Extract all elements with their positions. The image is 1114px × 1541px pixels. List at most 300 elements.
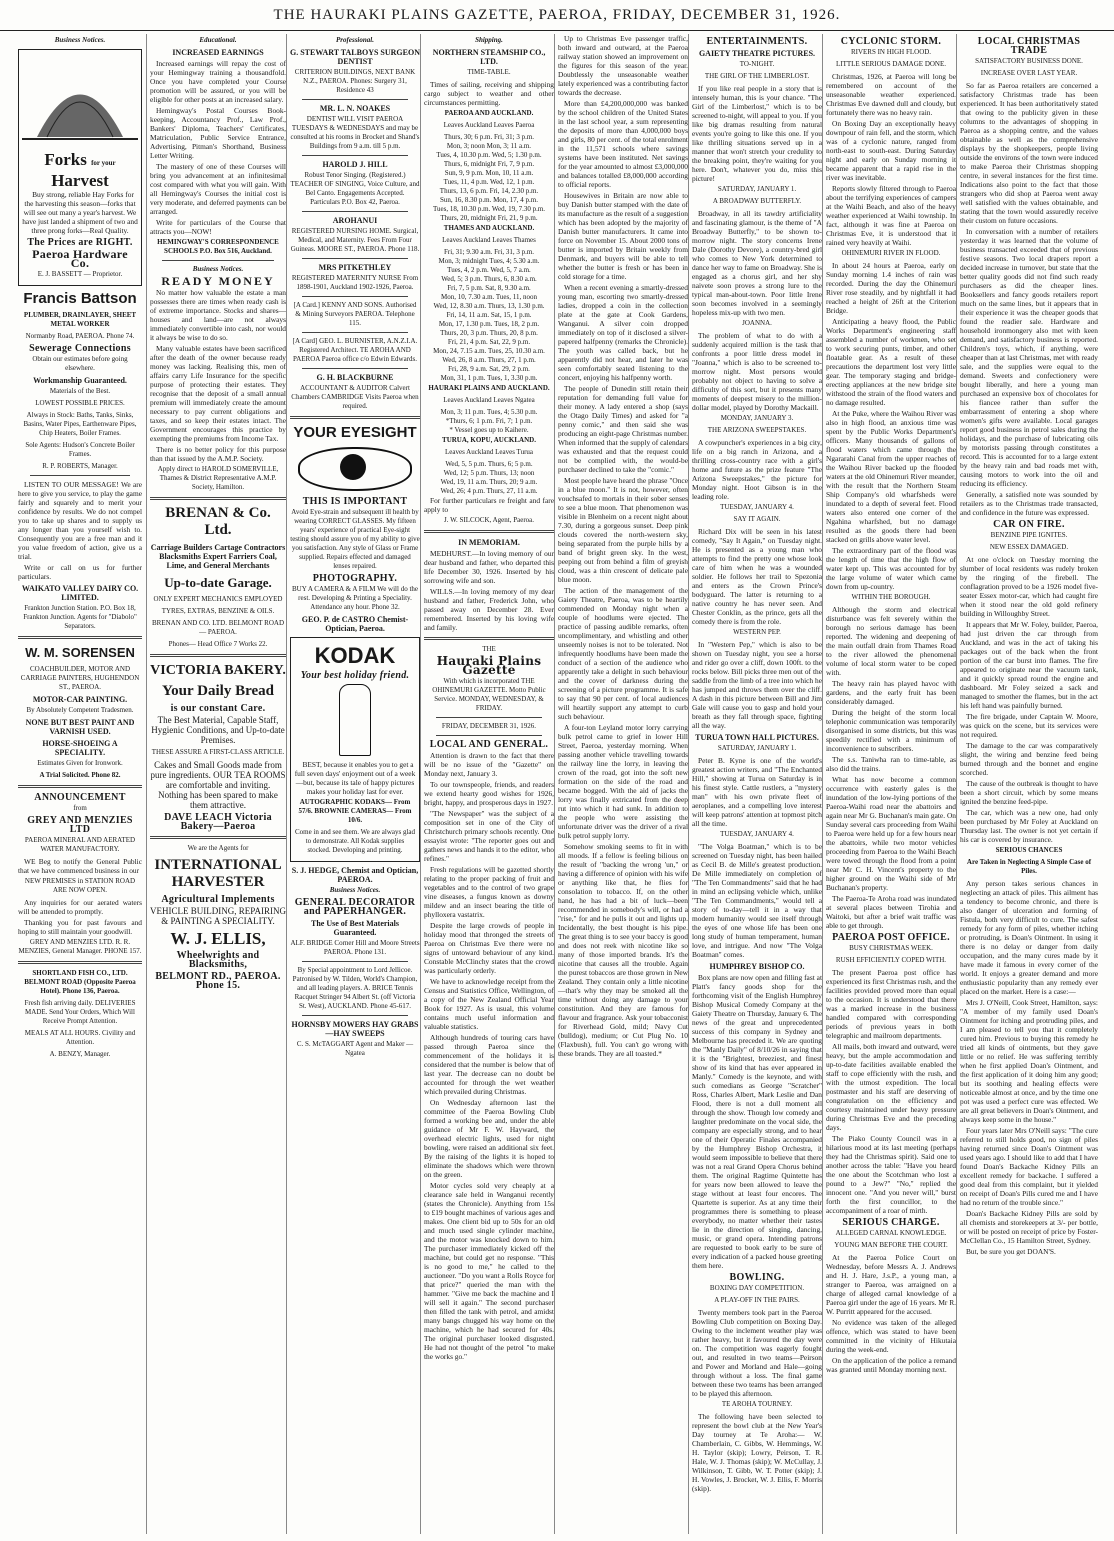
- schedule-row: Fri, 14, 11 a.m. Sat, 15, 1 p.m.: [446, 311, 532, 319]
- column-5: [554, 34, 688, 1534]
- little-head: LITTLE SERIOUS DAMAGE DONE.: [835, 60, 947, 68]
- gm-sign: GREY AND MENZIES LTD. R. R. MENZIES, General Manager. PHONE 157.: [18, 938, 142, 955]
- divider: [150, 836, 286, 839]
- column-1: [18, 34, 142, 1534]
- medhurst-notice: MEDHURST.—In loving memory of our dear husband and father, who departed this life December 30, 1926. Inserted by his sorrowing wife and son.: [424, 549, 554, 585]
- schedule-row: Sun, 9, 9 p.m. Mon, 10, 11 a.m.: [444, 169, 534, 177]
- arizona-head: THE ARIZONA SWEEPSTAKES.: [707, 426, 807, 434]
- ellis-name: W. J. ELLIS,: [170, 929, 266, 948]
- prices-line: The Prices are RIGHT.: [27, 237, 133, 248]
- ta-head: THAMES AND AUCKLAND.: [443, 224, 535, 232]
- rivers-head: RIVERS IN HIGH FLOOD.: [850, 48, 932, 56]
- col8-p4: At one o'clock on Tuesday morning the slumber of local residents was rudely broken by the ringing of the firebell. The conflagration proved to be a 1926 model five-seater Essex motor-car, which had caught fire when it stood near the old gold refinery building in Willoughby Street.: [960, 555, 1098, 618]
- chances-head: SERIOUS CHANCES: [995, 846, 1063, 854]
- joanna-head: JOANNA.: [742, 319, 772, 327]
- schedule-row: Mon, 3; midnight Tues, 4; 5.30 a.m.: [438, 257, 540, 265]
- daily-head: Your Daily Bread: [162, 683, 274, 699]
- kodak-body: BEST, because it enables you to get a full seven days' enjoyment out of a week—but, because its tale of happy pictures makes your holiday last for ever.: [294, 760, 416, 796]
- column-6: [688, 34, 822, 1534]
- timetable-body: Times of sailing, receiving and shipping cargo subject to weather and other circumstances permitting.: [424, 80, 554, 107]
- schedule-row: Wed, 12, 8.30 a.m. Thurs, 13, 1.30 p.m.: [433, 302, 545, 310]
- schedule-row: Wed, 26, 8 a.m. Thurs, 27, 1 p.m.: [442, 356, 536, 364]
- timetable-head: TIME-TABLE.: [467, 68, 511, 76]
- limberlost-body: If you like real people in a story that is intensely human, this is your chance. "The Girl of the Limberlost," which is to be screened to-night, will appeal to you. If you like big dramas resulting from natural events you're going to like this one. If you like thrilling situations served up in a manner that won't stretch your credulity to the breaking point, they're waiting for you here. Don't, whatever you do, miss this picture!: [692, 84, 822, 183]
- kodak-sub: Your best holiday friend.: [300, 670, 410, 681]
- col8-p3: Generally, a satisfied note was sounded by retailers as to the Christmas trade transacted, and confidence in the future was expressed.: [960, 490, 1098, 517]
- courses-text: Hemingway's Postal Courses Book-keeping, Accountancy Prof., Law Prof., Bankers' Diploma, Teachers' Certificates, Matriculation, Public Service Entrance, Advertising, Pitman's Shorthand, Business Letter Writing.: [150, 106, 286, 160]
- schedule-row: Mon, 3; noon Mon, 3; 11 a.m.: [446, 142, 532, 150]
- divider: [18, 636, 142, 639]
- ellis-addr: BELMONT RD., PAEROA. Phone 15.: [155, 971, 281, 991]
- earnings-head: INCREASED EARNINGS: [172, 48, 264, 57]
- divider: [436, 735, 542, 736]
- mctaggart-line: C. S. McTAGGART Agent and Maker — Ngatea: [296, 1040, 414, 1057]
- col7-p2: On Boxing Day an exceptionally heavy downpour of rain fell, and the storm, which was of a cyclonic nature, ranged from north-east to south-east. During Saturday night and early on Sunday morning it became apparent that a rapid rise in the river was inevitable.: [826, 119, 956, 182]
- butterfly-head: A BROADWAY BUTTERFLY.: [712, 197, 802, 205]
- col7-p9: The heavy rain has played havoc with gardens, and the early fruit has been considerably damaged.: [826, 679, 956, 706]
- section-label: Educational.: [199, 36, 237, 44]
- turua-body: Peter B. Kyne is one of the world's greatest action writers, and "The Enchanted Hill," showing at Turua on Saturday is in his finest style. Cattle rustlers, a "mystery man" with his own private fleet of aeroplanes, and a compelling love interest will keep patrons' attention at topmost pitch all the time.: [692, 756, 822, 828]
- col8-p9: The car, which was a new one, had only been purchased by Mr Foley at Auckland on Thursday last. The owner is not yet certain if his car is covered by insurance.: [960, 808, 1098, 844]
- intl-harvester: INTERNATIONAL HARVESTER: [154, 857, 282, 890]
- sewerage-head: Sewerage Connections: [29, 343, 131, 354]
- thanking-text: Thanking you for past favours and hoping to still maintain your goodwill.: [18, 918, 142, 936]
- pitkethley-body: REGISTERED MATERNITY NURSE From 1898-1901, Auckland 1902-1926, Paeroa.: [291, 274, 419, 291]
- butterfly-body: Broadway, in all its tawdry artificiality and fascinating glamour, is the theme of "A Broadway Butterfly," to be shown to-morrow night. The story concerns Irene Dale (Dorothy Devore), a country-bred girl who comes to New York determined to dance her way to fame on Broadway. She is engaged as a chorus girl, and her shy naivete soon proves a strong lure to the typical man-about-town. Poor little Irene soon becomes involved in a seemingly hopeless mix-up with two men.: [692, 209, 822, 317]
- col5-p1: Up to Christmas Eve passenger traffic, both inward and outward, at the Paeroa railway station showed an improvement on the figures for this season of the year. Doubtlessly the unseasonable weather lately experienced was a contributing factor towards the decrease.: [558, 34, 688, 97]
- col7-p12: What has now become a common occurrence with easterly gales is the inundation of the low-lying portions of the Paeroa-Waihi road near the abattoirs and again near Mr G. Buchanan's main gate. On Sunday several cars proceeding from Waihi to Paeroa were held up for a few hours near the abattoirs, while two motor vehicles proceeding from Paeroa to the Waihi Beach were towed through the flood from a point near Mr C. H. Vincent's property to the higher ground on the Waihi side of Mr Buchanan's property.: [826, 775, 956, 892]
- saturday-line: SATURDAY, JANUARY 1.: [717, 185, 797, 193]
- bridge-line: ALF. BRIDGE Corner Hill and Moore Streets PAEROA. Phone 131.: [290, 939, 420, 956]
- col7-p1: Christmas, 1926, at Paeroa will long be remembered on account of the unseasonable weather experienced. Christmas Eve dawned dull and cloudy, but fortunately there was no heavy rain.: [826, 72, 956, 117]
- agents-line: Sole Agents: Hudson's Concrete Boiler Frames.: [25, 441, 135, 458]
- motorcar-head: MOTOR-CAR PAINTING.: [32, 695, 128, 704]
- ready-body: No matter how valuable the estate a man possesses there are times when ready cash is of extreme importance. Stocks and shares—houses and land—are not always immediately convertible into cash, nor would it always be wise to do so.: [150, 288, 286, 342]
- write-text: Write for particulars of the Course that attracts you—NOW!: [150, 218, 286, 236]
- column-2: [146, 34, 286, 1534]
- col7-p11: The s.s. Taniwha ran to time-table, as also did the trains.: [826, 755, 956, 773]
- gazette-title: Hauraki Plains Gazette: [436, 654, 542, 677]
- local-p6: We have to acknowledge receipt from the Census and Statistics Office, Wellington, of a copy of the New Zealand Official Year Book for 1927. As is usual, this volume contains much useful information and valuable statistics.: [424, 977, 554, 1031]
- col8-p10: Any person takes serious chances in neglecting an attack of piles. This ailment has a tendency to become chronic, and there is also danger of ulceration and forming of Fistula, both very difficult to cure. The safest remedy for any form of piles, whether itching or protruding, is Doan's Ointment. In using it there is no delay or danger from daily occupation, and the many cures made by it have made it famous in every corner of the world. It enjoys a greater demand and more enthusiastic popularity than any remedy ever placed on the market. Here is a case:—: [960, 879, 1098, 996]
- schedule-row: Wed, 5; 3 p.m. Thurs, 6, 8.30 a.m.: [441, 275, 537, 283]
- local-p8: On Wednesday afternoon last the committee of the Paeroa Bowling Club formed a working bee and, under the able guidance of Mr F. W. Hayward, the overhead electric lights, used for night bowling, were raised an additional six feet. By the raising of the lights it is hoped to eliminate the shadows which were thrown on the green.: [424, 1098, 554, 1179]
- divider: [290, 416, 420, 419]
- trial-line: A Trial Solicited. Phone 82.: [39, 771, 121, 779]
- section-label: Business Notices.: [192, 265, 244, 273]
- new-essex-head: NEW ESSEX DAMAGED.: [989, 543, 1069, 551]
- local-p4: Fresh regulations will be gazetted shortly relating to the proper packing of fruit and vegetables and to the control of two grape vine diseases, a fungus known as downy mildew and an insect bearing the title of phylloxera vastatrix.: [424, 865, 554, 919]
- busy-head: BUSY CHRISTMAS WEEK.: [849, 944, 933, 952]
- col8-p6: The fire brigade, under Captain W. Moore, was quick on the scene, but its services were not required.: [960, 712, 1098, 739]
- te-aroha-head: TE AROHA TOURNEY.: [721, 1400, 793, 1408]
- materials-head: The Use of Best Materials Guaranteed.: [311, 919, 399, 937]
- col7-p16: The Piako County Council was in a hilarious mood at its last meeting (perhaps they had the Christmas spirit). Said one to another across the table: "Have you heard the one about the Scotchman who lost a pound to a Jew?" "No," replied the innocent one. "And you never will," burst forth the first councillor, to the accompaniment of a roar of mirth.: [826, 1134, 956, 1215]
- schedule-row: Fri, 7, 5 p.m. Sat, 8, 9.30 a.m.: [447, 284, 531, 292]
- young-man-head: YOUNG MAN BEFORE THE COURT.: [834, 1241, 948, 1249]
- western-body: In "Western Pep," which is also to be shown on Tuesday night, you see a horse and rider go over a cliff, down 100ft. to the rocks below. Bill picks three men out of the saddle from the limb of a tree into which he has jumped and throws them over the cliff. A dash in this picture between Bill and Jim Gale will cause you to gasp and hold your breath as they fall through space, fighting all the way.: [692, 640, 822, 730]
- humphrey-body: Box plans are now open and filling fast at Platt's fancy goods shop for the forthcoming visit of the English Humphrey Bishop Musical Comedy Company at the Gaiety Theatre on Thursday, January 6. The news of the great and unprecedented success of this company in Sydney and Melbourne has preceded it. We are quoting the "Manly Daily" of 8/10/26 in saying that it is the "Brightest, breeziest, and finest show of its kind that has ever appeared in Manly." Comedy is the keynote, and with such comedians as George "Scratcher" Ross, Charles Albert, Mark Leslie and Dan Flood, there is not a dull moment all through the show. Though low comedy and laughter predominate on the vocal side, the company are especially strong, and to hear one of their Operatic Finales accompanied by the Humphrey Bishop Orchestra, it would seem impossible to believe that there was not a real Grand Opera Chorus behind them. The original Ragtime Quintette has for years now been allowed to leave the stage without at least four encores. The Quartette is superior. As at any time their programmes there is something to please everybody, no matter whether their tastes lie in the direction of singing, dancing, music, or grand opera. Intending patrons are requested to book early to be sure of every indication of a packed house greeting them here.: [692, 973, 822, 1270]
- bowling-head: BOWLING.: [729, 1272, 785, 1283]
- castro-name: GEO. P. de CASTRO Chemist-Optician, Paeroa.: [301, 615, 409, 633]
- arizona-body: A cowpuncher's experiences in a big city, life on a big ranch in Arizona, and a thrilling cross-country race with a girl's home and future as the prize feature "The Arizona Sweepstakes," the picture for Monday night. Hoot Gibson is in the leading role.: [692, 438, 822, 501]
- col5-p9: Somehow smoking seems to fit in with all moods. If a fellow is feeling bilious on the result of "backing the wrong 'un," or having a difference of opinion with his wife or anything like that, he flies for consolation to tobacco. If, on the other hand, he has had a bit of luck—been recommended in somebody's will, or had a "rise," for and he pulls it out and lights up. Incidentally, the best thought is his pipe. The great thing is to see your baccy is good and does not reek with nicotine like so many of those imported brands. It's the nicotine that causes all the trouble. Again the purest tobaccos are those grown in New Zealand. They contain only a little nicotine—that's why they may be smoked all the time without doing any damage to your constitution. And they are famous for flavour and fragrance. Ask your tobacconist for Riverhead Gold, mild; Navy Cut (bulldog), medium; or Cut Plug No. 10 (Flaxbush), full. You can't go wrong with these brands. They are all toasted.*: [558, 842, 688, 1058]
- announcement-head: ANNOUNCEMENT: [34, 792, 126, 803]
- mastery-text: The mastery of one of these Courses will bring you advancement at an infinitesimal cost compared with what you will gain. With all Hemingway's Courses the initial cost is very moderate, and deferred payments can be arranged.: [150, 162, 286, 216]
- col5-p2: More than £4,200,000,000 was banked by the school children of the United States in the last school year, a sum representing the deposits of more than 4,000,000 boys and girls, 80 per cent. of the total enrolment in the 11,571 schools where savings systems have been instituted. Net savings for the year amounted to almost £3,000,000 and balances totalled £8,000,000 according to official reports.: [558, 99, 688, 189]
- listen-text: LISTEN TO OUR MESSAGE! We are here to give you service, to play the game fairly and squarely and to merit your confidence by results. We do not compel you to take up shares and to supply us any longer than you yourself wish to. Consequently you are a free man and it you value freedom of action, give us a trial.: [18, 480, 142, 561]
- turua-head: TURUA TOWN HALL PICTURES.: [695, 733, 819, 742]
- divider: [302, 155, 408, 156]
- battson-trade: PLUMBER, DRAINLAYER, SHEET METAL WORKER: [23, 311, 137, 328]
- the-label: THE: [482, 645, 496, 653]
- col5-p5: The people of Dunedin still retain their reputation for demanding full value for their money. A lady entered a shop (says the Otago Daily Times) and asked for "a penny comic," and then said she was producing an eight-page Christmas number. When informed that the supply of calendars was exhausted and that the request could not be complied with, the would-be purchaser declined to take the "comic.": [558, 384, 688, 474]
- eye-icon: [298, 447, 412, 491]
- divider: [302, 296, 408, 297]
- ta-cols: Leaves Auckland Leaves Thames: [442, 236, 536, 244]
- col7-p4: In about 24 hours at Paeroa, early on Sunday morning 1.4 inches of rain was recorded. During the day the Ohinemuri River rose steadily, and by nightfall it had reached a height of 26ft at the Criterion Bridge.: [826, 261, 956, 315]
- horse-line: HORSE-SHOEING A SPECIALITY.: [42, 739, 118, 757]
- schedule-row: Thurs, 20, 3 p.m. Thurs, 20, 8 p.m.: [440, 329, 538, 337]
- column-4: [420, 34, 554, 1534]
- col7-p6: At the Puke, where the Waihou River was also in high flood, an anxious time was spent by the Public Works Department's officers. Many thousands of gallons of flood waters which came through the Ngararahi Canal from the upper reaches of the Waihou River backed up the flooded waters at the old Ohinemuri River meander, with the result that the Northern Steam Ship Company's old wharfsheds were inundated to a depth of several feet. Flood waters also entered one corner of the Ngahina wharfshed, but no damage resulted as the goods there had been stacked on grills above water level.: [826, 409, 956, 544]
- say-again-head: SAY IT AGAIN.: [733, 515, 781, 523]
- write-text: Write or call on us for further particulars.: [18, 563, 142, 581]
- gaiety-head: GAIETY THEATRE PICTURES.: [698, 49, 816, 58]
- meals-line: MEALS AT ALL HOURS. Civility and Attention.: [24, 1029, 136, 1046]
- schedule-row: Tues, 11, 4 p.m. Wed, 12, 1 p.m.: [443, 178, 535, 186]
- photo-body: BUY A CAMERA & A FILM We will do the rest. Developing & Printing a Speciality. Attendance any hour. Phone 32.: [291, 585, 419, 611]
- tuesday-line: TUESDAY, JANUARY 4.: [720, 503, 794, 511]
- none-but-line: NONE BUT BEST PAINT AND VARNISH USED.: [25, 718, 135, 736]
- limberlost-head: THE GIRL OF THE LIMBERLOST.: [704, 72, 810, 80]
- tonight-line: TO-NIGHT.: [739, 60, 775, 68]
- divider: [302, 368, 408, 369]
- hardware-name: Paeroa Hardware Co.: [32, 247, 128, 270]
- schedule-row: Sun, 16, 8.30 p.m. Mon, 17, 4 p.m.: [439, 196, 538, 204]
- local-p3: "The Newspaper" was the subject of a composition set in one of the City of Christchurch primary schools recently. One essayist wrote: "The reporter goes out and gathers news and hands it to the editor, who refines.": [424, 809, 554, 863]
- forks-ad: [18, 49, 142, 286]
- gazette-date: FRIDAY, DECEMBER 31, 1926.: [441, 722, 537, 730]
- haystack-icon: [22, 57, 138, 147]
- hp-cols: Leaves Auckland Leaves Ngatea: [443, 396, 535, 404]
- col5-p6: Most people have heard the phrase "Once in a blue moon." It is not, however, often vouchsafed to mortals in their sober senses to see a blue moon. That phenomenon was visible in Blenheim on a recent night about 7.30, during a gorgeous sunset. Deep pink clouds covered the north-western sky, being separated from the purple hills by a band of bright green sky. In the west, peeping out from behind a film of greyish cloud, was a thin crescent of delicate pale blue moon.: [558, 476, 688, 584]
- entertainments-head: ENTERTAINMENTS.: [706, 36, 808, 47]
- col8-p14: But, be sure you get DOAN'S.: [966, 1247, 1056, 1256]
- col7-p8: Although the storm and electrical disturbance was felt severely within the borough no serious damage has been reported. The widening and deepening of the main outfall drain from Thames Road to the river allowed the phenomenal volume of local storm water to be coped with.: [826, 605, 956, 677]
- manager-line: R. P. ROBERTS, Manager.: [42, 462, 118, 470]
- col8-p1: So far as Paeroa retailers are concerned a satisfactory Christmas trade has been experienced. It has been authoritatively stated that owing to the publicity given in these columns to the advantages of shopping in Paeroa as a shopping centre, and the values obtainable as well as the comprehensive displays by the shopkeepers, people living outside the environs of the town were induced to make Paeroa their Christmas shopping centre, in several instances for the first time. Indications also point to the fact that those strangers who did shop at Paeroa went away well satisfied with the values obtainable, and stating that the town would assuredly receive their custom on future occasions.: [960, 81, 1098, 225]
- col7-p7: The extraordinary part of the flood was the length of time that the high flow of water kept up. This was accounted for by the large volume of water which came down from up-country.: [826, 546, 956, 591]
- photo-head: PHOTOGRAPHY.: [312, 573, 398, 584]
- from-line: from: [73, 804, 87, 812]
- alleged-head: ALLEGED CARNAL KNOWLEDGE.: [835, 1229, 947, 1237]
- blackburne-name: G. H. BLACKBURNE: [316, 373, 394, 382]
- schedule-row: Tues, 4, 10.30 p.m. Wed, 5; 1.30 p.m.: [436, 151, 542, 159]
- hp-schedule: [424, 408, 554, 435]
- schedule-row: Wed, 5, 5 p.m. Thurs, 6; 5 p.m.: [445, 460, 533, 468]
- col8-p2: In conversation with a number of retailers yesterday it was learned that the volume of business transacted exceeded that of previous festive seasons. Two local drapers report a decided increase in turnover, but state that the better quality goods did not find such ready purchasers as did the cheaper lines. Booksellers and fancy goods retailers report much on the same lines, but it appears that in their experience it was the cheaper goods that found the readier sale. Hardware and household ironmongery also met with keen demand, and satisfactory business is reported. Children's toys, which, if anything, were cheaper than at last Christmas, met with ready sale, and the supplies were equal to the demand. Sweets and confectionery were bought liberally, and here a young man purchased an expensive box of chocolates for his fiancee rather than suffer the embarrassment of entering a shop where women's gifts were available. Local garages report good business in petrol sales during the holidays, and the purchase of lubricating oils by motorists passing through constitutes a record. This is accounted for to a large extent by the heavy rain and bad roads met with, causing motors to work into the oil and reducing its efficiency.: [960, 227, 1098, 488]
- tu-head: TURUA, KOPU, AUCKLAND.: [442, 436, 536, 444]
- local-head: LOCAL AND GENERAL.: [429, 739, 549, 750]
- northern-head: NORTHERN STEAMSHIP CO., LTD.: [432, 48, 546, 66]
- divider: [424, 637, 554, 640]
- divider: [18, 961, 142, 964]
- mineral-line: PAEROA MINERAL AND AERATED WATER MANUFACTORY.: [24, 836, 136, 853]
- battson-name: Francis Battson: [23, 290, 137, 307]
- come-in-line: Come in and see them. We are always glad to demonstrate. All Kodak supplies stocked. Developing and printing.: [294, 828, 416, 854]
- local-p5: Despite the large crowds of people in holiday mood that thronged the streets of Paeroa on Christmas Eve there were no signs of untoward behaviour of any kind. Constable McClinchy states that the crowd was particularly orderly.: [424, 921, 554, 975]
- divider: [302, 332, 408, 333]
- important-head: THIS IS IMPORTANT: [302, 496, 408, 507]
- schedule-row: Mon, 31, 1 p.m. Tues, 1, 3.30 p.m.: [440, 374, 538, 382]
- humphrey-head: HUMPHREY BISHOP CO.: [709, 962, 805, 971]
- waikato-name: WAIKATO VALLEY DAIRY CO. LIMITED.: [21, 584, 139, 602]
- important-body: Avoid Eye-strain and subsequent ill health by wearing CORRECT GLASSES. My fifteen years' experience of practical Eye-sight testing should assure you of my ability to give you satisfaction. Any style of Glass or Frame supplied. Repairs effected and damaged lenses repaired.: [290, 508, 420, 570]
- pa-head: PAEROA AND AUCKLAND.: [444, 109, 534, 117]
- phones-line: Phones— Head Office 7 Works 22.: [168, 640, 268, 648]
- turua-date: SATURDAY, JANUARY 1.: [717, 744, 797, 752]
- schedule-row: Fri, 21, 4 p.m. Sat, 22, 9 p.m.: [447, 338, 531, 346]
- schedule-row: Thurs, 20, midnight Fri, 21, 9 p.m.: [440, 214, 538, 222]
- divider: [150, 497, 286, 500]
- forks-harvest: Harvest: [51, 171, 109, 190]
- pa-cols: Leaves Auckland Leaves Paeroa: [443, 121, 535, 129]
- agents-for: We are the Agents for: [187, 844, 249, 852]
- garage-head: Up-to-date Garage.: [164, 575, 272, 590]
- section-label: Shipping.: [475, 36, 503, 44]
- harvest-illustration: [22, 57, 138, 147]
- rush-head: RUSH EFFICIENTLY COPED WITH.: [835, 956, 947, 964]
- say-again-body: Richard Dix will be seen in his latest comedy, "Say It Again," on Tuesday night. He is presented as a young man who attempts to find the pretty one whose look care of him when he was a wounded soldier. He follows her trail to Spezonia and enters as the Crown Prince's bodyguard. The latter is returning to a native country he has never seen. And Chester Conklin, as the prince, gets all the comedy there is from the role.: [692, 527, 822, 626]
- grey-menzies-name: GREY AND MENZIES LTD: [27, 815, 133, 835]
- schedule-row: Thurs, 30; 6 p.m. Fri, 31; 3 p.m.: [443, 133, 535, 141]
- col8-p12: Four years later Mrs O'Neill says: "The cure referred to still holds good, no sign of piles having returned since Doan's Ointment was used years ago. I should like to add that I have found Doan's Backache Kidney Pills an excellent remedy for backache. I suffered a good deal from this complaint, but it yielded on receipt of Doan's Pills cured me and I have had no return of the trouble since.": [960, 1126, 1098, 1207]
- col8-p8: The cause of the outbreak is thought to have been a short circuit, which by some means ignited the benzine feed-pipe.: [960, 779, 1098, 806]
- divider: [302, 211, 408, 212]
- benzine-head: BENZINE PIPE IGNITES.: [990, 531, 1068, 539]
- fish-head: SHORTLAND FISH CO., LTD. BELMONT ROAD (Opposite Paeroa Hotel). Phone 136, Paeroa.: [24, 969, 136, 995]
- col8-p7: The damage to the car was comparatively slight, the wiring and benzine feed being burned through and the bonnet and engine scorched.: [960, 741, 1098, 777]
- trade-head: LOCAL CHRISTMAS TRADE: [977, 36, 1081, 56]
- serious-head: SERIOUS CHARGE.: [842, 1217, 940, 1228]
- benzy-line: A. BENZY, Manager.: [49, 1050, 111, 1058]
- hemingway-name: HEMINGWAY'S CORRESPONDENCE SCHOOLS P.O. Box 516, Auckland.: [157, 238, 279, 255]
- divider: [424, 530, 554, 533]
- col8-p11: Mrs J. O'Neill, Cook Street, Hamilton, says: "A member of my family used Doan's Ointment for itching and protruding piles, and I am pleased to tell you that it completely cured him. Previous to buying this remedy he tried all kinds of ointments, but they gave little or no relief. He was suffering terribly when he first applied Doan's Ointment, and the first application of it doing him any good; but its soothing and healing effects were noticeable almost at once, and by the time one pot was used a perfect cure was effected. We are all great believers in Doan's Ointment, and always keep some in the house.": [960, 998, 1098, 1124]
- hornsby-head: HORNSBY MOWERS HAY GRABS—HAY SWEEPS: [291, 1020, 419, 1038]
- blackburne-body: ACCOUNTANT & AUDITOR Calvert Chambers CAMBRIDGE Visits Paeroa when required.: [291, 384, 419, 410]
- forks-title: Forks: [44, 150, 87, 169]
- section-label: Professional.: [336, 36, 374, 44]
- gazette-sub: With which is incorporated THE OHINEMURI GAZETTE. Motto Public Service. MONDAY, WEDNESDAY, & FRIDAY.: [432, 677, 546, 712]
- divider: [150, 654, 286, 657]
- leach-name: DAVE LEACH Victoria Bakery—Paeroa: [164, 812, 272, 832]
- figure-icon: [339, 684, 371, 756]
- satisfactory-head: SATISFACTORY BUSINESS DONE.: [975, 57, 1083, 65]
- schedule-row: Tues, 18, 10.30 p.m. Wed, 19, 7.30 p.m.: [432, 205, 546, 213]
- autographic-line: AUTOGRAPHIC KODAKS— From 57/6. BROWNIE CAMERAS— From 10/6.: [298, 798, 412, 824]
- within-head: WITHIN THE BOROUGH.: [851, 593, 931, 601]
- kenny-card: [A Card.] KENNY AND SONS. Authorised & Mining Surveyors PAEROA. Telephone 115.: [293, 301, 417, 327]
- ready-body-3: There is no better policy for this purpose than that issued by the A.M.P. Society.: [150, 445, 286, 463]
- col5-p4: When a recent evening a smartly-dressed young man, escorting two smartly-dressed ladies, dropped a coin in the collection plate at the gate at Cook Gardens, Wanganui. A silver coin dropped immediately on top of it disclosed a silver-papered halfpenny (remarks the Chronicle). The youth was called back, but he apparently did not hear, and later he was seen comfortably seated listening to the concert, enjoying his halfpenny worth.: [558, 283, 688, 382]
- inquiries-text: Any inquiries for our aerated waters will be attended to promptly.: [18, 898, 142, 916]
- ready-money-head: READY MONEY: [161, 274, 275, 288]
- divider: [302, 99, 408, 100]
- ta-schedule: [424, 248, 554, 383]
- section-label: Business Notices.: [54, 36, 106, 44]
- schedule-row: Mon, 17, 1.30 p.m. Tues, 18, 2 p.m.: [438, 320, 540, 328]
- forks-body: Buy strong, reliable Hay Forks for the harvesting this season—forks that will see out many a year's harvest. We have just landed a shipment of two and three prong forks—Real Quality.: [22, 190, 138, 235]
- victoria-name: VICTORIA BAKERY.: [150, 663, 286, 678]
- col8-p5: It appears that Mr W. Foley, builder, Paeroa, had just driven the car through from Auckland, and was in the act of taking his packages out of the back when the front portion of the car burst into flames. The fire appeared to originate near the vacuum tank, and it quickly spread round the engine and dashboard. Mr Foley seized a sack and managed to smother the flames, but in the act his left hand was painfully burned.: [960, 620, 1098, 710]
- hp-head: HAURAKI PLAINS AND AUCKLAND.: [428, 384, 550, 392]
- piles-head: Are Taken in Neglecting A Simple Case of Piles.: [966, 858, 1092, 875]
- boxing-day-head: BOXING DAY COMPETITION.: [709, 1284, 805, 1292]
- hedge-name: S. J. HEDGE, Chemist and Optician, PAEROA.: [291, 866, 419, 884]
- schedule-row: Thurs, 6, midnight Fri, 7, 9 p.m.: [443, 160, 535, 168]
- earnings-body: Increased earnings will repay the cost of your Hemingway training a thousandfold. Once you have completed your Course promotion will be assured, or you will be eligible for other posts at an increased salary.: [150, 59, 286, 104]
- local-p9: Motor cycles sold very cheaply at a clearance sale held in Wanganui recently (states the Chronicle). Anything from 15s to £19 bought machines of various ages and makes. One client bid up to 50s for an old and much used single cylinder machine, and the motor was knocked down to him. The purchaser immediately kicked off the machine, but could get no response. "This is no good to me," he called to the auctioneer. "Do you want a Rolls Royce for that price?" queried the man with the hammer. "Give me back the machine and I will sell it again." The second purchaser then filled the tank with petrol, and amidst many bangs chugged his way home on the machine, which he had secured for 40s. The original purchaser looked disgusted. He had not thought of the petrol "to make the works go.": [424, 1181, 554, 1361]
- talboys-name: G. STEWART TALBOYS SURGEON DENTIST: [290, 48, 420, 66]
- pairs-body: Twenty members took part in the Paeroa Bowling Club competition on Boxing Day. Owing to the inclement weather play was rather heavy, but it favoured the day were on. The competition was eagerly fought out, and resulted in two teams—Peirson and Power and Morland and Hale—going through without a loss. The final game between these two teams has been arranged to be played this afternoon.: [692, 1308, 822, 1398]
- hardware-prop: E. J. BASSETT — Proprietor.: [37, 270, 123, 278]
- local-p7: Although hundreds of touring cars have passed through Paeroa since the commencement of the holidays it is considered that the number is below that of last year. The decrease can no doubt be accounted for through the wet weather which prevailed during Christmas.: [424, 1033, 554, 1096]
- wills-notice: WILLS.—In loving memory of my dear husband and father, Frederick John, who passed away on December 28. Ever remembered. Inserted by his loving wife and family.: [424, 587, 554, 632]
- ohinemuri-head: OHINEMURI RIVER IN FLOOD.: [841, 249, 941, 257]
- divider: [18, 785, 142, 788]
- hill-body: Robust Tenor Singing. (Registered.) TEACHER OF SINGING, Voice Culture, and Bel Canto. Engagements Accepted. Particulars P.O. Box 42, Paeroa.: [290, 171, 420, 206]
- joanna-body: The problem of what to do with a suddenly acquired million is the task that confronts a poor little dress model in "Joanna," which is also to be screened to-morrow night. Most persons would probably not object to having to solve a difficulty of this sort, but it presents many moments of deepest misery to the million-dollar model, played by Dorothy Mackaill.: [692, 331, 822, 412]
- brenan-trades: Carriage Builders Cartage Contractors Blacksmiths Expert Farriers Coal, Lime, and General Merchants: [150, 543, 286, 570]
- battson-addr: Normanby Road, PAEROA. Phone 74.: [25, 332, 135, 340]
- schedule-row: Mon, 24, 7.15 a.m. Tues, 25, 10.30 a.m.: [433, 347, 545, 355]
- materials-line: Materials of the Best.: [49, 387, 111, 395]
- assure-line: THESE ASSURE A FIRST-CLASS ARTICLE.: [151, 748, 285, 756]
- tu-cols: Leaves Auckland Leaves Turua: [444, 448, 534, 456]
- schedule-row: Wed, 19, 11 a.m. Thurs, 20; 9 a.m.: [440, 478, 538, 486]
- ellis-trade: Wheelwrights and Blacksmiths,: [176, 950, 260, 970]
- col7-p14: The present Paeroa post office has experienced its first Christmas rush, and the facilities provided proved more than equal to the occasion. It is understood that there was a marked increase in the business handled compared with corresponding periods of previous years in both telegraphic and mailroom departments.: [826, 968, 956, 1040]
- column-7: [822, 34, 956, 1534]
- premises-line: NEW PREMISES in STATION ROAD ARE NOW OPEN.: [24, 877, 136, 894]
- col7-p18: No evidence was taken of the alleged offence, which was stated to have been committed in the vicinity of Hikutaia during the week-end.: [826, 1318, 956, 1354]
- pairs-head: A PLAY-OFF IN THE PAIRS.: [714, 1296, 800, 1304]
- col5-p3: Housewives in Britain are now able to buy Danish butter stamped with the date of its manufacture as the result of a suggestion which has been adopted by the majority of Danish butter manufacturers. It came into force on November 15. About 2000 tons of butter is imported by Britain weekly from Denmark, and buyers will be able to tell whether the butter is fresh or has been in cold storage for a time.: [558, 191, 688, 281]
- agri-line: Agricultural Implements: [161, 894, 275, 905]
- noakes-name: MR. L. N. NOAKES: [319, 104, 391, 113]
- lowest-line: LOWEST POSSIBLE PRICES.: [35, 399, 125, 407]
- pitkethley-name: MRS PITKETHLEY: [318, 263, 392, 272]
- silcock-line: J. W. SILCOCK, Agent, Paeroa.: [443, 516, 535, 524]
- divider: [302, 961, 408, 962]
- noakes-body: DENTIST WILL VISIT PAEROA TUESDAYS & WEDNESDAYS and may be consulted at his rooms in Brocket and Shand's Buildings from 9 a.m. till 5 p.m.: [290, 115, 420, 150]
- ready-body-2: Many valuable estates have been sacrificed after the death of the owner because ready money was lacking. Realising this, men of affairs carry Life Insurance for the specific purpose of protecting their estates. They recognise that the deposit of a small annual premium will immediately create the amount necessary to pay current obligations and taxes, and so keep their estates intact. The Government encourages this practice by exempting the premiums from Income Tax.: [150, 344, 286, 443]
- col7-p17: At the Paeroa Police Court on Wednesday, before Messrs A. J. Andrews and H. J. Hare, J.s.P., a young man, a stranger to Paeroa, was arraigned on a charge of alleged carnal knowledge of a Paeroa girl under the age of 16 years. Mr R. W. Purritt appeared for the accused.: [826, 1253, 956, 1316]
- brice-line: By Special appointment to Lord Jellicoe. Patronised by W. Tilden, World's Champion, and all leading players. A. BRICE Tennis Racquet Stringer 94 Albert St. (off Victoria St. West), AUCKLAND. Phone 45-617.: [292, 966, 418, 1010]
- tuesday-2-line: TUESDAY, JANUARY 4.: [720, 830, 794, 838]
- burnister-card: [A Card] GEO. L. BURNISTER, A.N.Z.I.A. Registered Architect. TE AROHA AND PAEROA Paeroa office c/o Edwin Edwards.: [292, 337, 418, 363]
- monday-line: MONDAY, JANUARY 3.: [720, 414, 794, 422]
- masthead: THE HAURAKI PLAINS GAZETTE, PAEROA, FRIDAY, DECEMBER 31, 1926.: [0, 0, 1114, 31]
- col7-p10: During the height of the storm local telephonic communication was temporarily disorganised in some districts, but this was speedily rectified with a minimum of inconvenience to subscribers.: [826, 708, 956, 753]
- forks-for: for your: [91, 159, 116, 167]
- schedule-row: Mon, 3; 11 p.m. Tues, 4; 5.30 p.m.: [440, 408, 538, 416]
- tyres-line: TYRES, EXTRAS, BENZINE & OILS.: [161, 607, 275, 615]
- brenan-name: BRENAN & Co. Ltd.: [165, 505, 271, 538]
- estimates-line: Estimates Given for Ironwork.: [37, 759, 123, 767]
- col7-p15: All mails, both inward and outward, were heavy, but the ample accommodation and up-to-date facilities available enabled the staff to cope efficiently with the rush, and with the utmost expedition. The local postmaster and his staff are deserving of congratulation on the efficiency and courtesy maintained under heavy pressure during Christmas Eve and the preceding days.: [826, 1042, 956, 1132]
- col7-p19: On the application of the police a remand was granted until Monday morning next.: [826, 1356, 956, 1374]
- schedule-row: Fri, 31; 9.30 a.m. Fri, 31, 3 p.m.: [443, 248, 535, 256]
- kodak-ad: [290, 637, 420, 862]
- local-p1: Attention is drawn to the fact that there will be no issue of the "Gazette" on Monday next, January 3.: [424, 751, 554, 778]
- divider: [302, 258, 408, 259]
- sewerage-body: Obtain our estimates before going elsewhere.: [32, 355, 128, 372]
- section-label: Business Notices.: [329, 886, 381, 894]
- fire-head: CAR ON FIRE.: [993, 519, 1065, 530]
- arohanui-body: REGISTERED NURSING HOME. Surgical, Medical, and Maternity. Fees From Four Guineas. MOORE ST., PAEROA. Phone 118.: [290, 227, 420, 253]
- schedule-row: *Thurs, 6; 1 p.m. Fri, 7; 1 p.m.: [445, 417, 533, 425]
- cakes-line: Cakes and Small Goods made from pure ingredients. OUR TEA ROOMS are comfortable and inviting. Nothing has been spared to make them attractive.: [150, 760, 286, 810]
- schedule-row: Tues, 4, 2 p.m. Wed, 5, 7 a.m.: [447, 266, 531, 274]
- vehicle-line: VEHICLE BUILDING, REPAIRING & PAINTING A SPECIALITY.: [150, 906, 286, 926]
- decorator-head: GENERAL DECORATOR and PAPERHANGER.: [294, 897, 416, 917]
- post-head: PAEROA POST OFFICE.: [832, 932, 950, 943]
- workmanship-head: Workmanship Guaranteed.: [33, 376, 127, 385]
- schedule-row: Wed, 12; 5 p.m. Thurs, 13; noon: [443, 469, 535, 477]
- notify-text: WE Beg to notify the General Public that we have commenced business in our: [18, 857, 142, 875]
- brenan-addr: BRENAN AND CO. LTD. BELMONT ROAD — PAEROA.: [151, 619, 285, 636]
- schedule-row: Fri, 28, 9 a.m. Sat, 29, 2 p.m.: [448, 365, 530, 373]
- waikato-addr: Frankton Junction Station. P.O. Box 18, Frankton Junction. Agents for "Diabolo" Separators.: [23, 604, 137, 630]
- te-aroha-body: The following have been selected to represent the bowl club at the New Year's Day tourney at Te Aroha:— W. Chamberlain, C. Gibbs, W. Hemmings, W. H. Taylor (skip); Lowry, Peirson, T. R. Hale, W. J. Thomas (skip); W. McCullay, J. Wilkinson, T. Gibb, W. T. Potter (skip); J. H. Vowles, J. Brocket, W. J. Ellis, F. Morris (skip).: [692, 1412, 822, 1493]
- increase-head: INCREASE OVER LAST YEAR.: [980, 69, 1078, 77]
- apply-line: Apply direct to HAROLD SOMERVILLE, Thames & District Representative A.M.P. Society, Hamilton.: [157, 465, 279, 491]
- hill-name: HAROLD J. HILL: [322, 160, 388, 169]
- talboys-addr: CRITERION BUILDINGS, NEXT BANK N.Z., PAEROA. Phones: Surgery 31, Residence 43: [294, 68, 416, 94]
- tu-schedule: [424, 460, 554, 496]
- col7-p13: The Paeroa-Te Aroha road was inundated at several places between Tirohia and Waitoki, but after a brief wait traffic was able to get through.: [826, 894, 956, 930]
- local-p2: To our townspeople, friends, and readers we extend hearty good wishes for 1926, bright, happy, and prosperous days in 1927.: [424, 780, 554, 807]
- schedule-row: Wed, 26; 4 p.m. Thurs, 27, 11 a.m.: [440, 487, 538, 495]
- cyclonic-head: CYCLONIC STORM.: [840, 36, 942, 47]
- col8-p13: Doan's Backache Kidney Pills are sold by all chemists and storekeepers at 3/- per bottle, or will be posted on receipt of price by Foster-McClellan Co., 15 Hamilton Street, Sydney.: [960, 1209, 1098, 1245]
- arohanui-name: AROHANUI: [332, 216, 378, 225]
- column-3: [286, 34, 420, 1534]
- mechanics-line: ONLY EXPERT MECHANICS EMPLOYED: [153, 595, 283, 603]
- daily-sub: is our constant Care.: [170, 703, 266, 714]
- schedule-row: Thurs, 13, 6 p.m. Fri, 14, 2.30 p.m.: [439, 187, 539, 195]
- sorensen-trade: COACHBUILDER, MOTOR AND CARRIAGE PAINTERS, HUGHENDON ST., PAEROA.: [20, 665, 140, 691]
- sorensen-name: W. M. SORENSEN: [25, 645, 135, 660]
- western-head: WESTERN PEP.: [733, 628, 781, 636]
- col5-p7: The action of the management of the Gaiety Theatre, Paeroa, was to be heartily commended on Monday night when a couple of hoodlums were ejected. The practice of passing audible remarks, often uncomplimentary, and whistling and other unseemly noises is not to be tolerated. Not infrequently hoodlums have been made the conduct of a section of the audience who apparently take a delight in such behaviour and the cover of darkness during the screening of a picture programme. It is safe to say that 90 per cent. of local audiences will heartily support any attempt to curb such behaviour.: [558, 586, 688, 721]
- col7-p3: Reports slowly filtered through to Paeroa about the terrifying experiences of campers at the Waihi Beach, and also of the heavy weather experienced at Waihi township. In fact, although it was fine at Paeroa on Christmas Eve, it is understood that it rained very heavily at Waihi.: [826, 184, 956, 247]
- col5-p8: A four-ton Leyland motor lorry carrying bulk petrol came to grief in lower Hill Street, Paeroa, yesterday morning. When passing another vehicle travelling towards the railway line the lorry, in leaving the crown of the road, got into the soft new formation on the side of the road and became bogged. With the aid of jacks the lorry was finally extricated from the deep rut into which it had sunk. In addition to the people who were assisting the unfortunate driver was the driver of a rival bulk petrol supply lorry.: [558, 723, 688, 840]
- eyesight-head: YOUR EYESIGHT: [293, 424, 417, 441]
- best-material: The Best Material, Capable Staff, Hygienic Conditions, and Up-to-date Premises.: [151, 715, 285, 745]
- further-text: For further particulars re freight and fare apply to: [424, 496, 554, 514]
- divider: [162, 260, 274, 261]
- memoriam-head: IN MEMORIAM.: [458, 538, 520, 547]
- stock-line: Always in Stock: Baths, Tanks, Sinks, Basins, Water Pipes, Earthenware Pipes, Chip Heaters, Boiler Frames.: [23, 411, 137, 437]
- divider: [436, 717, 542, 718]
- competent-line: By Absolutely Competent Tradesmen.: [26, 706, 134, 714]
- fish-body: Fresh fish arriving daily. DELIVERIES MADE. Send Your Orders, Which Will Receive Prompt Attention.: [24, 999, 136, 1025]
- schedule-row: Mon, 10, 7.30 a.m. Tues, 11, noon: [440, 293, 537, 301]
